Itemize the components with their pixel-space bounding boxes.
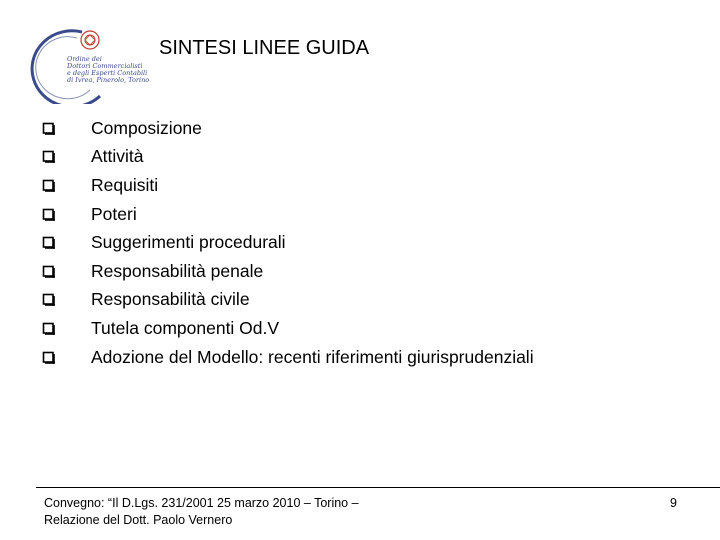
list-item <box>42 343 534 372</box>
hollow-square-bullet-icon <box>42 351 55 364</box>
list-item-label: Adozione del Modello: recenti riferimenti giurisprudenziali <box>91 346 534 367</box>
logo-text-line: e degli Esperti Contabili <box>67 69 148 77</box>
logo-text-line: Dottori Commercialisti <box>67 62 143 70</box>
list-item-label: Responsabilità penale <box>91 260 264 281</box>
slide-title: SINTESI LINEE GUIDA <box>159 37 370 59</box>
hollow-square-bullet-icon <box>42 208 55 221</box>
logo-text-line: Ordine dei <box>67 55 102 63</box>
page-number: 9 <box>670 496 677 510</box>
list-item-label: Requisiti <box>91 174 159 195</box>
list-item <box>42 257 534 286</box>
hollow-square-bullet-icon <box>42 122 55 135</box>
list-item-label: Suggerimenti procedurali <box>91 232 286 253</box>
bullet-list <box>42 114 534 371</box>
hollow-square-bullet-icon <box>42 322 55 335</box>
footer-line-event: Convegno: “Il D.Lgs. 231/2001 25 marzo 2010 – Torino – <box>44 496 359 510</box>
list-item <box>42 228 534 257</box>
logo-text <box>67 56 149 84</box>
list-item-label: Responsabilità civile <box>91 289 250 310</box>
footer-caption <box>44 495 359 529</box>
hollow-square-bullet-icon <box>42 236 55 249</box>
footer-divider <box>36 487 720 488</box>
list-item-label: Attività <box>91 146 144 167</box>
list-item-label: Composizione <box>91 117 202 138</box>
hollow-square-bullet-icon <box>42 179 55 192</box>
list-item <box>42 286 534 315</box>
list-item <box>42 114 534 143</box>
list-item <box>42 143 534 172</box>
logo <box>30 22 160 104</box>
hollow-square-bullet-icon <box>42 293 55 306</box>
logo-text-line: di Ivrea, Pinerolo, Torino <box>67 76 150 84</box>
list-item <box>42 200 534 229</box>
hollow-square-bullet-icon <box>42 265 55 278</box>
list-item-label: Poteri <box>91 203 137 224</box>
footer-line-speaker: Relazione del Dott. Paolo Vernero <box>44 513 233 527</box>
hollow-square-bullet-icon <box>42 150 55 163</box>
list-item <box>42 171 534 200</box>
list-item <box>42 314 534 343</box>
list-item-label: Tutela componenti Od.V <box>91 317 280 338</box>
